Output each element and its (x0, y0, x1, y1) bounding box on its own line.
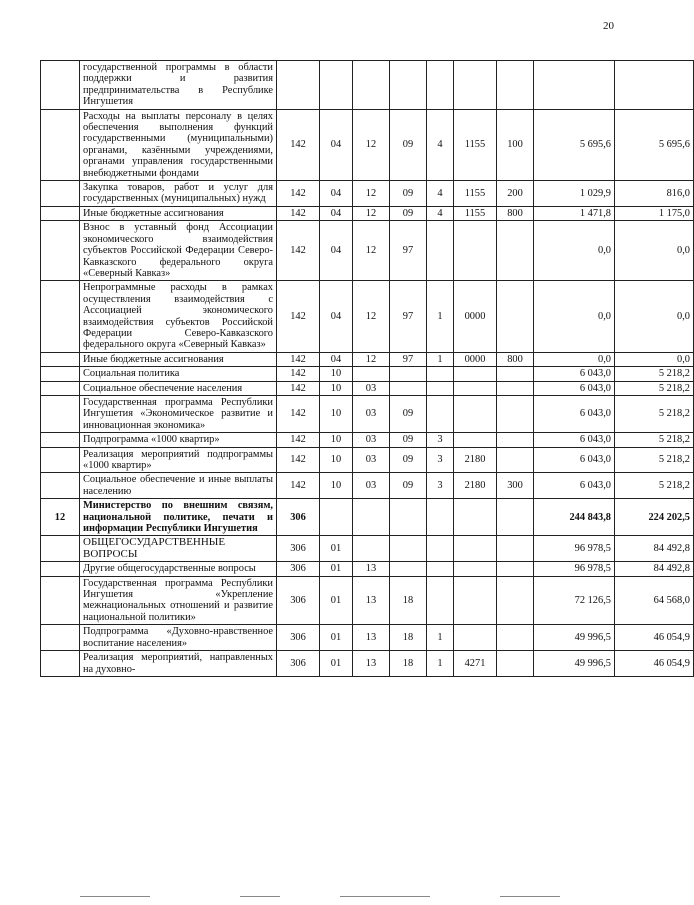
code-expense-type-cell (497, 381, 534, 395)
code-direction-cell (454, 562, 497, 576)
amount-executed-cell: 0,0 (615, 281, 694, 352)
row-number-cell (41, 206, 80, 220)
amount-planned-cell: 244 843,8 (534, 499, 615, 536)
code-section-cell: 01 (320, 562, 353, 576)
code-expense-type-cell (497, 221, 534, 281)
code-subsection-cell: 03 (353, 381, 390, 395)
expense-name-cell: Непрограммные расходы в рамках осуществления взаимодействия с Ассоциацией экономического взаимодействия субъектов Российской Федерации Северо-Кавказского федерального округа «Северный Кавказ» (80, 281, 277, 352)
code-subprogram-cell: 1 (427, 625, 454, 651)
code-section-cell (320, 61, 353, 110)
code-subprogram-cell: 3 (427, 433, 454, 447)
page-number: 20 (603, 20, 614, 32)
code-direction-cell: 0000 (454, 352, 497, 366)
code-subprogram-cell (427, 221, 454, 281)
code-subsection-cell (353, 536, 390, 562)
code-subsection-cell: 03 (353, 473, 390, 499)
row-number-cell (41, 536, 80, 562)
amount-planned-cell: 1 029,9 (534, 181, 615, 207)
code-subprogram-cell: 1 (427, 352, 454, 366)
code-expense-type-cell (497, 447, 534, 473)
code-subsection-cell: 12 (353, 352, 390, 366)
expense-name-cell: Закупка товаров, работ и услуг для государственных (муниципальных) нужд (80, 181, 277, 207)
amount-planned-cell: 49 996,5 (534, 625, 615, 651)
amount-planned-cell (534, 61, 615, 110)
code-ministry-cell: 142 (277, 109, 320, 180)
code-program-cell: 18 (390, 651, 427, 677)
expense-name-cell: Взнос в уставный фонд Ассоциации экономического взаимодействия субъектов Российской Федерации Северо-Кавказского федерального округа «Северный Кавказ» (80, 221, 277, 281)
amount-planned-cell: 96 978,5 (534, 562, 615, 576)
amount-planned-cell: 49 996,5 (534, 651, 615, 677)
code-section-cell: 10 (320, 433, 353, 447)
code-subprogram-cell (427, 61, 454, 110)
code-ministry-cell (277, 61, 320, 110)
code-ministry-cell: 142 (277, 447, 320, 473)
code-section-cell: 04 (320, 281, 353, 352)
code-expense-type-cell: 100 (497, 109, 534, 180)
code-expense-type-cell: 200 (497, 181, 534, 207)
table-row (41, 206, 694, 220)
row-number-cell (41, 433, 80, 447)
code-subsection-cell: 12 (353, 206, 390, 220)
row-number-cell (41, 281, 80, 352)
code-section-cell: 04 (320, 206, 353, 220)
amount-executed-cell: 5 695,6 (615, 109, 694, 180)
code-direction-cell (454, 395, 497, 432)
expense-name-cell: Иные бюджетные ассигнования (80, 352, 277, 366)
code-program-cell: 09 (390, 181, 427, 207)
amount-planned-cell: 6 043,0 (534, 381, 615, 395)
amount-executed-cell: 224 202,5 (615, 499, 694, 536)
table-row (41, 221, 694, 281)
table-row (41, 109, 694, 180)
code-direction-cell: 0000 (454, 281, 497, 352)
code-ministry-cell: 142 (277, 181, 320, 207)
amount-executed-cell: 816,0 (615, 181, 694, 207)
code-expense-type-cell: 300 (497, 473, 534, 499)
code-expense-type-cell (497, 625, 534, 651)
code-subprogram-cell (427, 395, 454, 432)
code-expense-type-cell (497, 536, 534, 562)
amount-executed-cell: 5 218,2 (615, 367, 694, 381)
code-program-cell (390, 367, 427, 381)
table-row (41, 281, 694, 352)
code-subprogram-cell: 1 (427, 281, 454, 352)
code-subsection-cell: 03 (353, 395, 390, 432)
code-section-cell: 04 (320, 181, 353, 207)
code-subprogram-cell (427, 562, 454, 576)
amount-executed-cell (615, 61, 694, 110)
amount-planned-cell: 6 043,0 (534, 367, 615, 381)
code-subprogram-cell: 4 (427, 109, 454, 180)
code-subsection-cell (353, 367, 390, 381)
code-ministry-cell: 306 (277, 562, 320, 576)
table-row (41, 473, 694, 499)
code-section-cell: 01 (320, 536, 353, 562)
code-subsection-cell: 12 (353, 221, 390, 281)
code-ministry-cell: 142 (277, 281, 320, 352)
table-row (41, 381, 694, 395)
code-ministry-cell: 306 (277, 651, 320, 677)
expense-name-cell: Реализация мероприятий, направленных на духовно- (80, 651, 277, 677)
code-ministry-cell: 142 (277, 433, 320, 447)
table-row (41, 395, 694, 432)
amount-planned-cell: 6 043,0 (534, 473, 615, 499)
amount-executed-cell: 1 175,0 (615, 206, 694, 220)
expense-name-cell: Социальное обеспечение и иные выплаты населению (80, 473, 277, 499)
code-expense-type-cell (497, 61, 534, 110)
code-section-cell: 01 (320, 651, 353, 677)
code-program-cell: 97 (390, 281, 427, 352)
table-row (41, 181, 694, 207)
code-program-cell: 97 (390, 352, 427, 366)
amount-executed-cell: 84 492,8 (615, 536, 694, 562)
code-expense-type-cell (497, 367, 534, 381)
code-section-cell: 04 (320, 352, 353, 366)
code-subsection-cell: 12 (353, 109, 390, 180)
amount-planned-cell: 5 695,6 (534, 109, 615, 180)
code-direction-cell: 1155 (454, 181, 497, 207)
expense-name-cell: Государственная программа Республики Ингушетия «Укрепление межнациональных отношений и развитие национальной политики» (80, 576, 277, 625)
code-ministry-cell: 306 (277, 499, 320, 536)
row-number-cell (41, 352, 80, 366)
code-program-cell (390, 536, 427, 562)
row-number-cell (41, 625, 80, 651)
amount-planned-cell: 0,0 (534, 281, 615, 352)
code-subsection-cell (353, 499, 390, 536)
expense-name-cell: Социальное обеспечение населения (80, 381, 277, 395)
row-number-cell (41, 221, 80, 281)
table-row (41, 433, 694, 447)
amount-planned-cell: 0,0 (534, 221, 615, 281)
code-subsection-cell: 13 (353, 625, 390, 651)
expense-name-cell: Реализация мероприятий подпрограммы «1000 квартир» (80, 447, 277, 473)
amount-planned-cell: 6 043,0 (534, 447, 615, 473)
budget-table (40, 60, 694, 677)
code-program-cell (390, 61, 427, 110)
code-program-cell: 09 (390, 433, 427, 447)
code-ministry-cell: 142 (277, 352, 320, 366)
code-ministry-cell: 142 (277, 221, 320, 281)
expense-name-cell: Подпрограмма «Духовно-нравственное воспитание населения» (80, 625, 277, 651)
table-row (41, 625, 694, 651)
code-subprogram-cell (427, 367, 454, 381)
code-direction-cell: 2180 (454, 473, 497, 499)
expense-name-cell: Другие общегосударственные вопросы (80, 562, 277, 576)
row-number-cell (41, 61, 80, 110)
code-expense-type-cell (497, 499, 534, 536)
amount-executed-cell: 0,0 (615, 221, 694, 281)
code-ministry-cell: 142 (277, 473, 320, 499)
code-subprogram-cell: 4 (427, 181, 454, 207)
code-section-cell: 01 (320, 576, 353, 625)
code-direction-cell (454, 221, 497, 281)
amount-executed-cell: 5 218,2 (615, 433, 694, 447)
table-row (41, 61, 694, 110)
code-expense-type-cell (497, 281, 534, 352)
code-expense-type-cell (497, 562, 534, 576)
code-ministry-cell: 142 (277, 381, 320, 395)
table-row (41, 352, 694, 366)
code-subprogram-cell: 3 (427, 473, 454, 499)
amount-executed-cell: 5 218,2 (615, 381, 694, 395)
code-section-cell: 04 (320, 221, 353, 281)
code-program-cell: 18 (390, 625, 427, 651)
code-expense-type-cell (497, 651, 534, 677)
code-section-cell: 01 (320, 625, 353, 651)
code-expense-type-cell: 800 (497, 352, 534, 366)
code-expense-type-cell: 800 (497, 206, 534, 220)
amount-executed-cell: 46 054,9 (615, 625, 694, 651)
amount-executed-cell: 5 218,2 (615, 447, 694, 473)
amount-planned-cell: 96 978,5 (534, 536, 615, 562)
expense-name-cell: ОБЩЕГОСУДАРСТВЕННЫЕ ВОПРОСЫ (80, 536, 277, 562)
code-program-cell: 09 (390, 109, 427, 180)
code-program-cell: 97 (390, 221, 427, 281)
code-section-cell: 04 (320, 109, 353, 180)
code-direction-cell (454, 499, 497, 536)
code-direction-cell (454, 536, 497, 562)
code-subprogram-cell (427, 381, 454, 395)
code-direction-cell: 1155 (454, 109, 497, 180)
row-number-cell: 12 (41, 499, 80, 536)
code-ministry-cell: 306 (277, 576, 320, 625)
expense-name-cell: Расходы на выплаты персоналу в целях обеспечения выполнения функций государственными (муниципальными) органами, казёнными учреждениями, органами управления государственными внебюджетными фондами (80, 109, 277, 180)
row-number-cell (41, 576, 80, 625)
code-program-cell: 09 (390, 395, 427, 432)
row-number-cell (41, 395, 80, 432)
expense-name-cell: Государственная программа Республики Ингушетия «Экономическое развитие и инновационная экономика» (80, 395, 277, 432)
code-section-cell: 10 (320, 381, 353, 395)
amount-planned-cell: 72 126,5 (534, 576, 615, 625)
scan-bottom-marks (40, 896, 596, 898)
amount-planned-cell: 0,0 (534, 352, 615, 366)
code-subprogram-cell: 1 (427, 651, 454, 677)
code-subprogram-cell: 4 (427, 206, 454, 220)
row-number-cell (41, 651, 80, 677)
code-direction-cell (454, 576, 497, 625)
code-ministry-cell: 142 (277, 367, 320, 381)
code-subprogram-cell (427, 499, 454, 536)
amount-executed-cell: 0,0 (615, 352, 694, 366)
code-section-cell: 10 (320, 473, 353, 499)
amount-planned-cell: 1 471,8 (534, 206, 615, 220)
row-number-cell (41, 447, 80, 473)
amount-executed-cell: 64 568,0 (615, 576, 694, 625)
code-subprogram-cell (427, 576, 454, 625)
row-number-cell (41, 473, 80, 499)
code-subsection-cell: 03 (353, 447, 390, 473)
amount-planned-cell: 6 043,0 (534, 433, 615, 447)
row-number-cell (41, 367, 80, 381)
code-expense-type-cell (497, 395, 534, 432)
code-subsection-cell: 13 (353, 651, 390, 677)
amount-executed-cell: 46 054,9 (615, 651, 694, 677)
code-direction-cell: 4271 (454, 651, 497, 677)
amount-executed-cell: 5 218,2 (615, 473, 694, 499)
code-program-cell (390, 562, 427, 576)
row-number-cell (41, 381, 80, 395)
amount-executed-cell: 5 218,2 (615, 395, 694, 432)
code-program-cell: 18 (390, 576, 427, 625)
code-ministry-cell: 142 (277, 206, 320, 220)
code-program-cell: 09 (390, 473, 427, 499)
code-direction-cell (454, 433, 497, 447)
code-direction-cell (454, 625, 497, 651)
code-subsection-cell: 03 (353, 433, 390, 447)
code-ministry-cell: 142 (277, 395, 320, 432)
table-row (41, 576, 694, 625)
code-program-cell: 09 (390, 447, 427, 473)
row-number-cell (41, 109, 80, 180)
budget-table-body (41, 61, 694, 677)
table-row (41, 367, 694, 381)
expense-name-cell: государственной программы в области поддержки и развития предпринимательства в Республике Ингушетия (80, 61, 277, 110)
code-expense-type-cell (497, 433, 534, 447)
code-subprogram-cell: 3 (427, 447, 454, 473)
row-number-cell (41, 562, 80, 576)
code-subprogram-cell (427, 536, 454, 562)
code-section-cell: 10 (320, 447, 353, 473)
table-row (41, 536, 694, 562)
code-subsection-cell: 12 (353, 181, 390, 207)
code-direction-cell (454, 381, 497, 395)
table-row (41, 499, 694, 536)
table-row (41, 651, 694, 677)
code-direction-cell: 2180 (454, 447, 497, 473)
code-direction-cell (454, 367, 497, 381)
code-direction-cell: 1155 (454, 206, 497, 220)
code-program-cell (390, 499, 427, 536)
code-section-cell: 10 (320, 395, 353, 432)
expense-name-cell: Иные бюджетные ассигнования (80, 206, 277, 220)
expense-name-cell: Министерство по внешним связям, национальной политике, печати и информации Республики Ингушетия (80, 499, 277, 536)
code-subsection-cell: 12 (353, 281, 390, 352)
table-row (41, 447, 694, 473)
expense-name-cell: Социальная политика (80, 367, 277, 381)
code-program-cell (390, 381, 427, 395)
code-subsection-cell (353, 61, 390, 110)
table-row (41, 562, 694, 576)
code-expense-type-cell (497, 576, 534, 625)
code-ministry-cell: 306 (277, 625, 320, 651)
code-section-cell (320, 499, 353, 536)
code-ministry-cell: 306 (277, 536, 320, 562)
amount-executed-cell: 84 492,8 (615, 562, 694, 576)
expense-name-cell: Подпрограмма «1000 квартир» (80, 433, 277, 447)
amount-planned-cell: 6 043,0 (534, 395, 615, 432)
code-subsection-cell: 13 (353, 562, 390, 576)
code-subsection-cell: 13 (353, 576, 390, 625)
code-section-cell: 10 (320, 367, 353, 381)
code-direction-cell (454, 61, 497, 110)
row-number-cell (41, 181, 80, 207)
code-program-cell: 09 (390, 206, 427, 220)
